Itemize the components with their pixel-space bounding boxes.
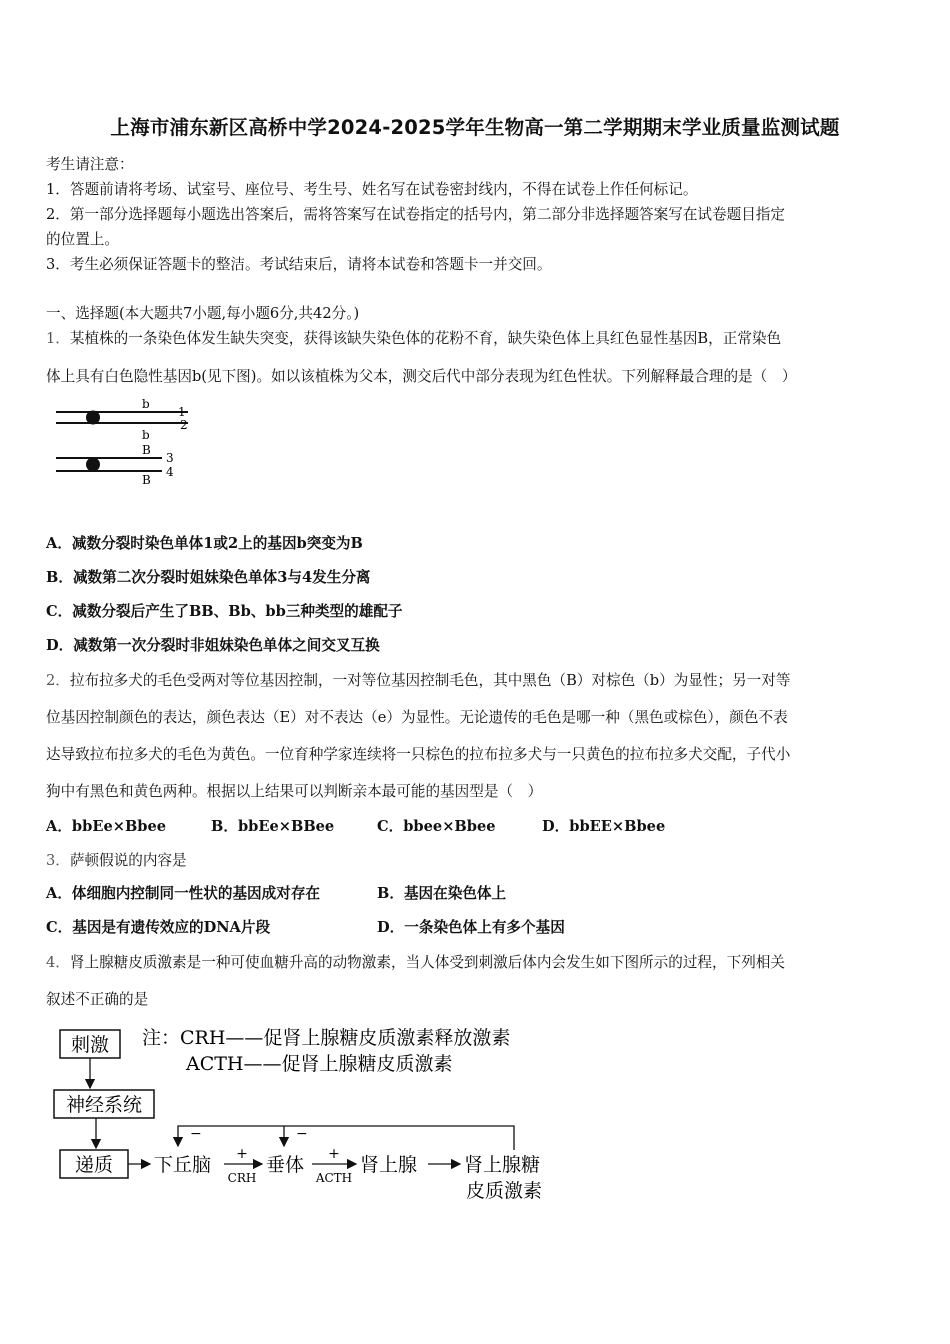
q1-option-b-key: B． <box>46 569 73 586</box>
chromatid-number-2: 2 <box>180 418 188 432</box>
q1-option-a[interactable] <box>46 532 363 553</box>
diagram-note-2: ACTH——促肾上腺糖皮质激素 <box>186 1053 453 1075</box>
notice-item-3: 3．考生必须保证答题卡的整洁。考试结束后，请将本试卷和答题卡一并交回。 <box>46 256 552 273</box>
q2-option-a[interactable] <box>46 815 166 836</box>
notice-item-2-cont: 的位置上。 <box>46 231 119 248</box>
q3-option-c[interactable] <box>46 916 270 937</box>
q2-option-d-key: D． <box>542 818 570 835</box>
chromatid-number-4: 4 <box>166 465 174 479</box>
q1-option-d-key: D． <box>46 637 74 654</box>
q4-line-2: 叙述不正确的是 <box>46 991 149 1008</box>
q1-option-c[interactable] <box>46 600 403 621</box>
q1-option-c-text: 减数分裂后产生了BB、Bb、bb三种类型的雄配子 <box>72 603 403 620</box>
q2-option-c-text: bbee×Bbee <box>403 818 496 835</box>
q3-option-a-key: A． <box>46 885 72 902</box>
gene-label-B-3: B <box>142 443 151 457</box>
q3-option-b-key: B． <box>377 885 404 902</box>
adrenal-label: 肾上腺 <box>360 1154 418 1176</box>
q1-line-1 <box>46 327 781 348</box>
notice-item-1: 1．答题前请将考场、试室号、座位号、考生号、姓名写在试卷密封线内，不得在试卷上作任何标记。 <box>46 181 698 198</box>
q3-number: 3． <box>46 852 70 869</box>
stimulus-label: 刺激 <box>70 1034 110 1056</box>
q2-text-1: 拉布拉多犬的毛色受两对等位基因控制，一对等位基因控制毛色，其中黑色（B）对棕色（b）为显性；另一对等 <box>69 672 791 689</box>
minus-sign-1: − <box>190 1126 202 1142</box>
q3-option-c-key: C． <box>46 919 73 936</box>
q2-number: 2． <box>46 672 70 689</box>
q1-option-b[interactable] <box>46 566 371 587</box>
q2-line-1 <box>46 669 790 690</box>
crh-label: CRH <box>227 1171 257 1185</box>
q1-option-a-key: A． <box>46 535 72 552</box>
q1-option-a-text: 减数分裂时染色单体1或2上的基因b突变为B <box>71 535 363 552</box>
q1-number: 1． <box>46 330 70 347</box>
q3-option-a-text: 体细胞内控制同一性状的基因成对存在 <box>71 885 321 902</box>
hormone-regulation-diagram <box>50 1022 590 1207</box>
q2-option-b-key: B． <box>211 818 238 835</box>
q3-option-b-text: 基因在染色体上 <box>403 885 507 902</box>
hypothalamus-label: 下丘脑 <box>154 1154 212 1176</box>
section-heading: 一、选择题(本大题共7小题,每小题6分,共42分。) <box>46 305 360 322</box>
q3-option-b[interactable] <box>377 882 506 903</box>
centromere-bottom <box>86 458 100 472</box>
q1-text-1: 某植株的一条染色体发生缺失突变，获得该缺失染色体的花粉不育，缺失染色体上具红色显性基因B，正常染色 <box>69 330 782 347</box>
q4-number: 4． <box>46 954 70 971</box>
q2-option-c[interactable] <box>377 815 496 836</box>
q2-option-b[interactable] <box>211 815 334 836</box>
gene-label-b-2: b <box>142 428 150 442</box>
q3-option-c-text: 基因是有遗传效应的DNA片段 <box>72 919 271 936</box>
q1-line-2: 体上具有白色隐性基因b(见下图)。如以该植株为父本，测交后代中部分表现为红色性状。下列解释最合理的是（ ） <box>46 368 797 385</box>
q2-option-d[interactable] <box>542 815 665 836</box>
q3-line-1 <box>46 849 187 870</box>
q1-option-d-text: 减数第一次分裂时非姐妹染色单体之间交叉互换 <box>73 637 380 654</box>
acth-label: ACTH <box>315 1171 353 1185</box>
q2-option-d-text: bbEE×Bbee <box>569 818 666 835</box>
notice-item-2: 2．第一部分选择题每小题选出答案后，需将答案写在试卷指定的括号内，第二部分非选择题答案写在试卷题目指定 <box>46 206 785 223</box>
q2-option-b-text: bbEe×BBee <box>237 818 335 835</box>
centromere-top <box>86 411 100 425</box>
hormone-label-1: 肾上腺糖 <box>464 1154 541 1176</box>
q2-option-a-key: A． <box>46 818 72 835</box>
chromatid-number-3: 3 <box>166 451 174 465</box>
pituitary-label: 垂体 <box>266 1154 305 1176</box>
notice-heading: 考生请注意： <box>46 156 134 173</box>
transmitter-label: 递质 <box>74 1154 114 1176</box>
page-title: 上海市浦东新区高桥中学2024-2025学年生物高一第二学期期末学业质量监测试题 <box>110 116 840 139</box>
q1-option-c-key: C． <box>46 603 73 620</box>
hormone-label-2: 皮质激素 <box>466 1180 543 1202</box>
diagram-note-1: 注：CRH——促肾上腺糖皮质激素释放激素 <box>142 1027 511 1049</box>
q3-option-d-text: 一条染色体上有多个基因 <box>404 919 565 936</box>
q4-line-1 <box>46 951 785 972</box>
q1-option-d[interactable] <box>46 634 380 655</box>
q3-option-d-key: D． <box>377 919 405 936</box>
q2-line-4: 狗中有黑色和黄色两种。根据以上结果可以判断亲本最可能的基因型是（ ） <box>46 783 543 800</box>
gene-label-B-4: B <box>142 473 151 487</box>
q3-option-a[interactable] <box>46 882 320 903</box>
q2-option-c-key: C． <box>377 818 404 835</box>
q2-line-3: 达导致拉布拉多犬的毛色为黄色。一位育种学家连续将一只棕色的拉布拉多犬与一只黄色的拉布拉多犬交配，子代小 <box>46 746 791 763</box>
q2-line-2: 位基因控制颜色的表达，颜色表达（E）对不表达（e）为显性。无论遗传的毛色是哪一种（黑色或棕色），颜色不表 <box>46 709 788 726</box>
chromatid-number-1: 1 <box>178 405 186 419</box>
plus-sign-crh: + <box>236 1146 248 1162</box>
q1-option-b-text: 减数第二次分裂时姐妹染色单体3与4发生分离 <box>72 569 371 586</box>
q4-text-1: 肾上腺糖皮质激素是一种可使血糖升高的动物激素，当人体受到刺激后体内会发生如下图所示的过程，下列相关 <box>69 954 785 971</box>
q3-option-d[interactable] <box>377 916 565 937</box>
minus-sign-2: − <box>296 1126 308 1142</box>
plus-sign-acth: + <box>328 1146 340 1162</box>
nervous-system-label: 神经系统 <box>65 1094 143 1116</box>
chromosome-figure <box>50 396 190 488</box>
gene-label-b-1: b <box>142 397 150 411</box>
q3-text-1: 萨顿假说的内容是 <box>69 852 187 869</box>
q2-option-a-text: bbEe×Bbee <box>71 818 167 835</box>
